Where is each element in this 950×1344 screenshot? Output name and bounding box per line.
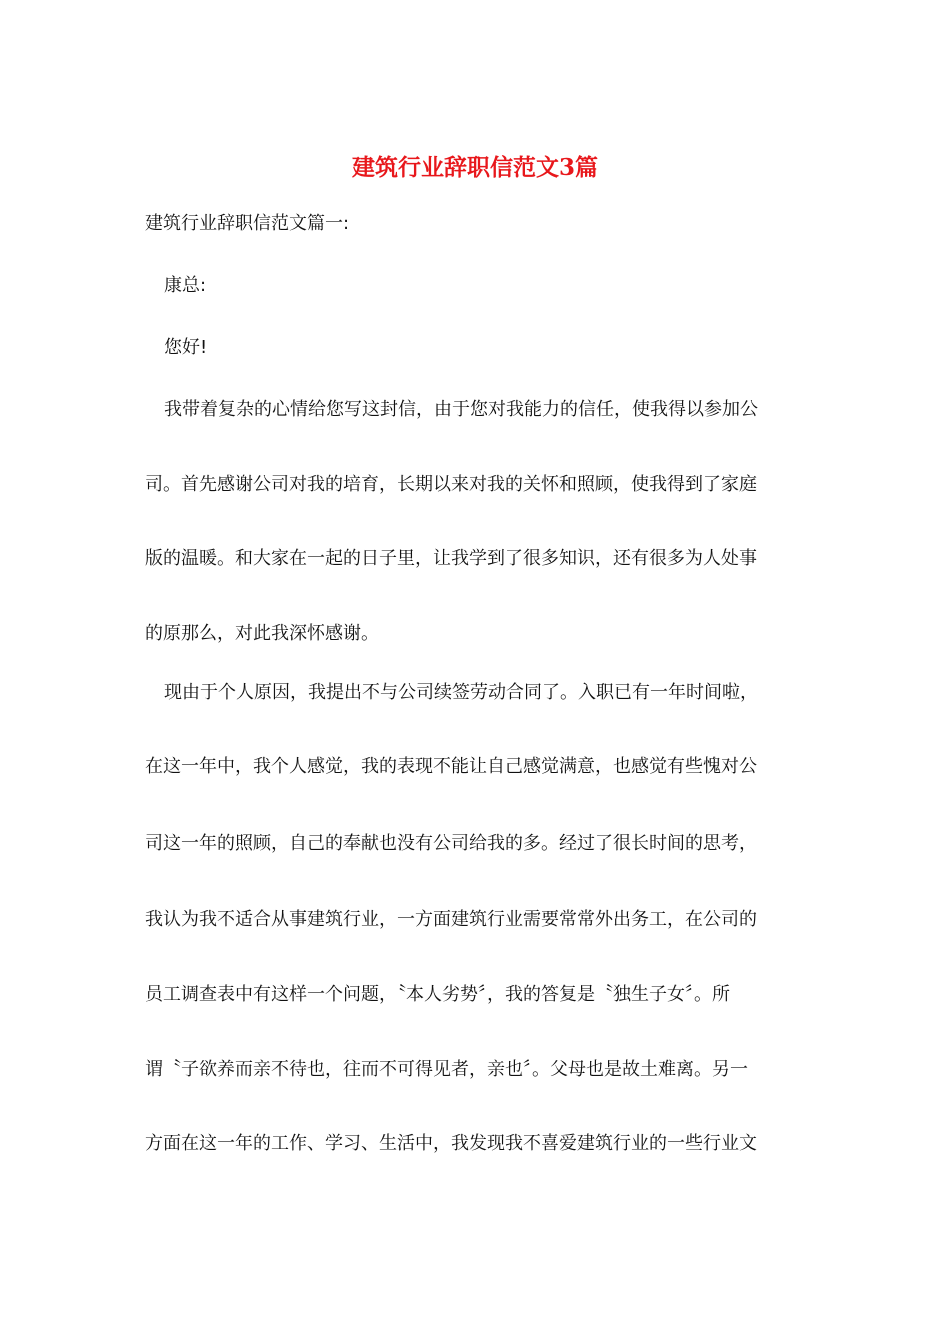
section-heading: 建筑行业辞职信范文篇一: [145, 213, 350, 234]
body-line: 司这一年的照顾，自己的奉献也没有公司给我的多。经过了很长时间的思考， [145, 833, 757, 854]
salutation: 康总: [164, 275, 207, 296]
body-line: 版的温暖。和大家在一起的日子里，让我学到了很多知识，还有很多为人处事 [145, 548, 757, 569]
body-line: 司。首先感谢公司对我的培育，长期以来对我的关怀和照顾，使我得到了家庭 [145, 474, 757, 495]
body-line: 员工调查表中有这样一个问题，〝本人劣势〞，我的答复是〝独生子女〞。所 [145, 984, 730, 1005]
greeting: 您好! [164, 337, 208, 358]
body-line: 谓〝子欲养而亲不待也，往而不可得见者，亲也〞。父母也是故土难离。另一 [145, 1059, 748, 1080]
document-title: 建筑行业辞职信范文3篇 [351, 154, 598, 181]
body-line: 我认为我不适合从事建筑行业，一方面建筑行业需要常常外出务工，在公司的 [145, 909, 757, 930]
body-line: 我带着复杂的心情给您写这封信，由于您对我能力的信任，使我得以参加公 [164, 399, 758, 420]
body-line: 方面在这一年的工作、学习、生活中，我发现我不喜爱建筑行业的一些行业文 [145, 1133, 757, 1154]
body-line: 现由于个人原因，我提出不与公司续签劳动合同了。入职已有一年时间啦， [164, 682, 758, 703]
body-line: 的原那么，对此我深怀感谢。 [145, 623, 379, 644]
body-line: 在这一年中，我个人感觉，我的表现不能让自己感觉满意，也感觉有些愧对公 [145, 756, 757, 777]
